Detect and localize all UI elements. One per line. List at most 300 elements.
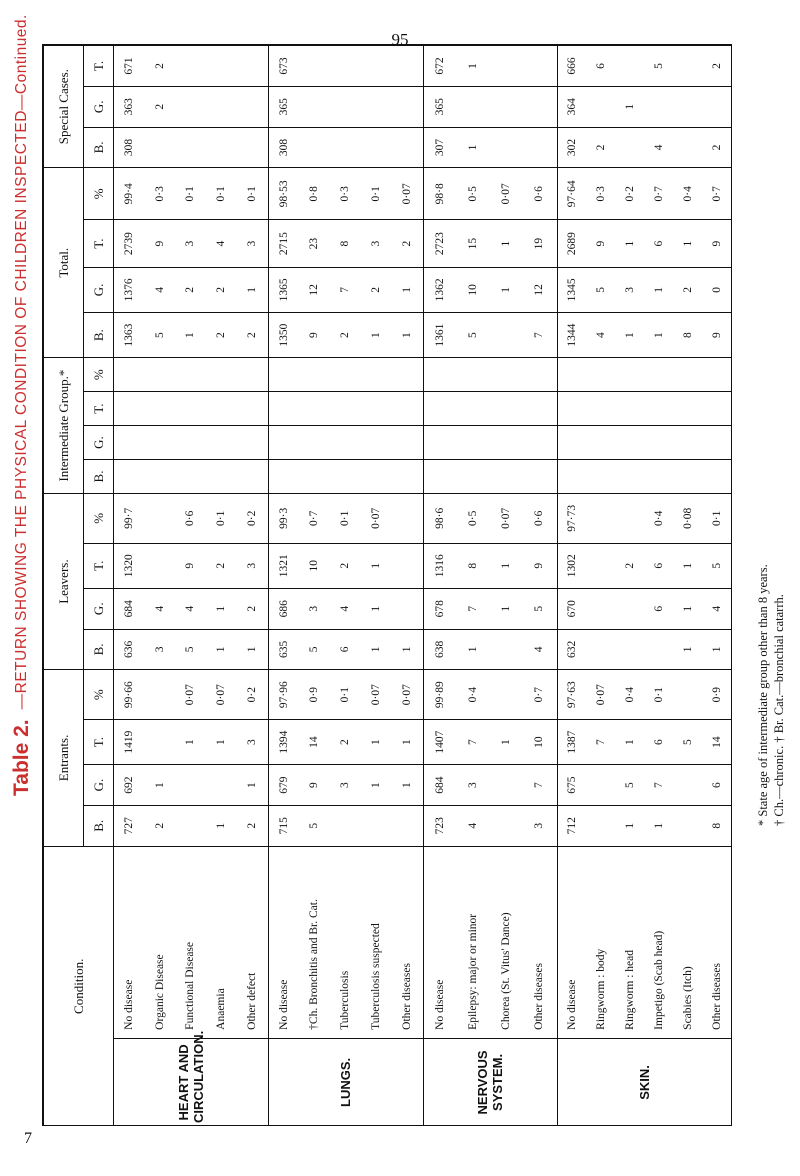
value [531, 90, 548, 124]
value [337, 809, 354, 843]
value [399, 429, 416, 456]
value: 1362 [433, 278, 446, 302]
value [651, 463, 668, 490]
value [368, 429, 385, 456]
value [680, 768, 697, 802]
intermediate-g-cell [268, 426, 423, 460]
section-name: NERVOUS SYSTEM. [423, 1038, 557, 1126]
special-cases-header: Special Cases. [44, 46, 84, 168]
value: 727 [122, 817, 135, 835]
special-t-cell [268, 46, 423, 87]
value [337, 90, 354, 124]
total-t-cell [423, 220, 557, 267]
leavers-g-cell [268, 588, 423, 629]
value: 2 [245, 822, 258, 829]
special-g-cell [114, 86, 269, 127]
value: 678 [433, 600, 446, 618]
value [498, 809, 515, 843]
value: 1 [466, 646, 479, 653]
value [651, 395, 668, 422]
value-lines [558, 361, 732, 388]
condition-label: Organic Disease [153, 954, 166, 1030]
value-lines [114, 592, 268, 626]
value [593, 361, 610, 388]
value [680, 131, 697, 165]
value-lines [114, 497, 268, 540]
value: 2 [339, 332, 352, 339]
value [593, 809, 610, 843]
leavers-p-cell [557, 493, 732, 543]
value [498, 49, 515, 83]
value: 7 [652, 782, 665, 788]
value: 632 [565, 640, 578, 659]
value: 0·5 [466, 186, 479, 202]
table-label: Table 2. [10, 719, 33, 796]
value [213, 429, 230, 456]
value [593, 547, 610, 585]
condition-label: Impetigo (Scab head) [652, 930, 665, 1030]
value: 6 [652, 605, 665, 612]
value [121, 429, 138, 456]
leavers-t-cell [423, 543, 557, 588]
value-lines [558, 497, 732, 540]
value: 365 [277, 98, 290, 116]
value [244, 395, 261, 422]
value: 1 [369, 332, 382, 339]
value-lines [269, 497, 423, 540]
value: 8 [710, 822, 723, 829]
value: 1 [466, 144, 479, 151]
value [152, 723, 169, 761]
value [593, 395, 610, 422]
value [432, 429, 449, 456]
value: 1345 [565, 278, 578, 302]
value: 638 [433, 640, 446, 659]
value: 99·7 [122, 507, 135, 529]
value: 1 [681, 605, 694, 612]
value [622, 395, 639, 422]
special-subheader-1: G. [84, 86, 114, 127]
value-lines [424, 131, 557, 165]
value: 723 [433, 817, 446, 835]
entrants-b-cell [423, 805, 557, 846]
value [399, 592, 416, 626]
entrants-p-cell [423, 670, 557, 720]
value: 1 [623, 103, 636, 110]
value: 3 [245, 240, 258, 247]
table-frame [42, 44, 732, 1126]
value: 1321 [277, 554, 290, 578]
entrants-p-cell [268, 670, 423, 720]
section-row [423, 46, 557, 1127]
value [709, 395, 726, 422]
value-lines [114, 429, 268, 456]
value: 1 [652, 287, 665, 293]
value: 0·1 [245, 186, 258, 202]
value: 2 [369, 287, 382, 293]
value [680, 809, 697, 843]
value: 8 [466, 562, 479, 569]
value-lines [269, 223, 423, 263]
value: 4 [652, 144, 665, 151]
value-lines [269, 429, 423, 456]
value-lines [114, 171, 268, 216]
value [306, 131, 323, 165]
value: 2 [184, 287, 197, 293]
total-b-cell [557, 313, 732, 358]
intermediate-t-cell [268, 392, 423, 426]
section-row [114, 46, 269, 1127]
value [465, 361, 482, 388]
value: 19 [533, 237, 546, 250]
value: 0·3 [339, 186, 352, 202]
value-lines [269, 809, 423, 843]
value [276, 361, 293, 388]
value [680, 463, 697, 490]
value: 1 [369, 562, 382, 569]
value: 0·9 [710, 686, 723, 703]
value: 5 [466, 332, 479, 339]
condition-label: Other diseases [710, 963, 723, 1030]
value [152, 131, 169, 165]
value: 1 [184, 332, 197, 339]
value [531, 361, 548, 388]
value: 2 [710, 63, 723, 69]
value: 1 [710, 646, 723, 653]
intermediate-t-cell [114, 392, 269, 426]
value: 6 [594, 63, 607, 69]
value [182, 361, 199, 388]
value-lines [424, 90, 557, 124]
value [651, 90, 668, 124]
value: 97·96 [277, 681, 290, 709]
value [337, 49, 354, 83]
entrants-t-cell [423, 720, 557, 765]
value-lines [114, 49, 268, 83]
value: 3 [245, 739, 258, 745]
value: 1 [215, 739, 228, 745]
value: 4 [153, 287, 166, 293]
value-lines [558, 316, 732, 354]
value [121, 395, 138, 422]
value [498, 633, 515, 667]
value [432, 361, 449, 388]
value: 1 [623, 240, 636, 247]
value: 692 [122, 776, 135, 794]
condition-label: Other diseases [533, 963, 546, 1030]
value [622, 463, 639, 490]
value-lines [114, 395, 268, 422]
value-lines [558, 809, 732, 843]
value: 1 [400, 287, 413, 293]
value: 12 [533, 284, 546, 296]
intermediate-g-cell [423, 426, 557, 460]
value [465, 429, 482, 456]
value: 9 [308, 782, 321, 788]
leavers-b-cell [268, 629, 423, 670]
value-lines [269, 171, 423, 216]
value: 2 [681, 287, 694, 293]
total-subheader-3: % [84, 168, 114, 220]
value [498, 673, 515, 716]
total-subheader-1: G. [84, 267, 114, 312]
condition-header: Condition. [44, 846, 114, 1126]
special-g-cell [557, 86, 732, 127]
value: 1316 [433, 554, 446, 578]
value-lines [424, 316, 557, 354]
value [680, 49, 697, 83]
value-lines [558, 723, 732, 761]
value-lines [114, 131, 268, 165]
value [622, 497, 639, 540]
value [709, 463, 726, 490]
value: 307 [433, 138, 446, 157]
group-header-row [44, 46, 84, 1127]
value: 1 [500, 605, 513, 612]
value-lines [114, 90, 268, 124]
condition-label: Tuberculosis [339, 970, 352, 1030]
entrants-g-cell [423, 765, 557, 806]
value [152, 429, 169, 456]
intermediate-p-cell [114, 358, 269, 392]
leavers-p-cell [114, 493, 269, 543]
table-rotator [43, 45, 732, 1126]
value: 2 [400, 240, 413, 247]
intermediate-t-cell [423, 392, 557, 426]
value: 1344 [565, 323, 578, 347]
value [399, 497, 416, 540]
value: 9 [308, 332, 321, 339]
value: 99·89 [433, 681, 446, 709]
value-lines [424, 49, 557, 83]
value [213, 131, 230, 165]
entrants-p-cell [557, 670, 732, 720]
value: 686 [277, 600, 290, 618]
value: 1 [215, 822, 228, 829]
value-lines [558, 171, 732, 216]
value [306, 49, 323, 83]
entrants-b-cell [268, 805, 423, 846]
value [368, 463, 385, 490]
value [337, 429, 354, 456]
value: 1394 [277, 730, 290, 754]
value: 308 [277, 138, 290, 157]
value: 12 [308, 284, 321, 296]
value-lines [424, 497, 557, 540]
value: 5 [308, 646, 321, 653]
value: 0·1 [710, 510, 723, 526]
leavers-b-cell [114, 629, 269, 670]
value: 1320 [122, 554, 135, 578]
value: 1361 [433, 323, 446, 347]
value: 7 [466, 605, 479, 612]
value: 0·3 [594, 186, 607, 202]
value: 4 [594, 332, 607, 339]
value: 0·2 [623, 186, 636, 202]
value [680, 90, 697, 124]
value-lines [114, 463, 268, 490]
value: 9 [533, 562, 546, 569]
value-lines [558, 131, 732, 165]
value: 7 [466, 739, 479, 745]
value: 0·3 [153, 186, 166, 202]
leavers-subheader-0: B. [84, 629, 114, 670]
value: 97·63 [565, 681, 578, 709]
value: 1 [681, 240, 694, 247]
value: 1 [245, 646, 258, 653]
value: 4 [466, 822, 479, 829]
entrants-p-cell [114, 670, 269, 720]
special-g-cell [268, 86, 423, 127]
value [276, 395, 293, 422]
total-t-cell [268, 220, 423, 267]
value [593, 90, 610, 124]
value: 670 [565, 600, 578, 618]
value: 98·8 [433, 183, 446, 205]
value [152, 395, 169, 422]
value-lines [424, 271, 557, 309]
intermediate-subheader-3: % [84, 358, 114, 392]
value: 0·07 [500, 507, 513, 529]
leavers-p-cell [423, 493, 557, 543]
value [213, 49, 230, 83]
value: 99·4 [122, 183, 135, 205]
value: 15 [466, 237, 479, 250]
value: 0 [710, 287, 723, 293]
value: 7 [594, 739, 607, 745]
value [651, 633, 668, 667]
value: 673 [277, 57, 290, 75]
value: 3 [308, 605, 321, 612]
value: 0·07 [369, 507, 382, 529]
value [709, 429, 726, 456]
value [680, 395, 697, 422]
value: 1 [245, 287, 258, 293]
value [399, 49, 416, 83]
value [276, 463, 293, 490]
value: 0·6 [533, 510, 546, 526]
intermediate-subheader-2: T. [84, 392, 114, 426]
leavers-t-cell [114, 543, 269, 588]
value: 2715 [277, 232, 290, 256]
condition-lines [424, 850, 557, 1030]
value: 0·08 [681, 507, 694, 529]
value: 9 [153, 240, 166, 247]
value-lines [114, 809, 268, 843]
entrants-g-cell [268, 765, 423, 806]
value: 308 [122, 138, 135, 157]
value: 0·1 [339, 510, 352, 526]
value-lines [269, 547, 423, 585]
value: 8 [339, 240, 352, 247]
value: 0·1 [339, 686, 352, 703]
value: 2 [710, 144, 723, 151]
leavers-g-cell [114, 588, 269, 629]
value [680, 429, 697, 456]
value: 1 [400, 782, 413, 788]
value-lines [269, 592, 423, 626]
value [213, 90, 230, 124]
value [465, 463, 482, 490]
value: 14 [710, 736, 723, 748]
value: 1 [369, 782, 382, 788]
value [182, 809, 199, 843]
value: 1 [369, 646, 382, 653]
condition-label: Functional Disease [184, 942, 197, 1030]
value: 3 [623, 287, 636, 293]
value: 3 [153, 646, 166, 653]
table-title: —RETURN SHOWING THE PHYSICAL CONDITION OF CHILDREN INSPECTED—Continued. [13, 14, 30, 710]
value: 2689 [565, 232, 578, 256]
value: 0·7 [533, 686, 546, 703]
special-b-cell [268, 127, 423, 168]
value [651, 361, 668, 388]
condition-label: Other defect [245, 972, 258, 1030]
special-subheader-2: T. [84, 46, 114, 87]
value [276, 429, 293, 456]
value [564, 361, 581, 388]
value-lines [558, 223, 732, 263]
value-lines [269, 768, 423, 802]
leavers-b-cell [423, 629, 557, 670]
value [399, 463, 416, 490]
value: 1 [153, 782, 166, 788]
leavers-p-cell [268, 493, 423, 543]
special-t-cell [423, 46, 557, 87]
value [244, 429, 261, 456]
page-number: 95 [391, 30, 409, 49]
value [152, 463, 169, 490]
value [465, 395, 482, 422]
condition-label: No disease [433, 979, 446, 1030]
value: 0·5 [466, 510, 479, 526]
value-lines [558, 673, 732, 716]
condition-label: †Ch. Bronchitis and Br. Cat. [308, 899, 321, 1030]
value: 1 [681, 562, 694, 569]
value-lines [114, 223, 268, 263]
leavers-g-cell [557, 588, 732, 629]
value: 6 [652, 739, 665, 745]
value: 1302 [565, 554, 578, 578]
value: 6 [339, 646, 352, 653]
entrants-header: Entrants. [44, 670, 84, 846]
condition-lines [114, 850, 268, 1030]
condition-list [557, 846, 732, 1038]
value: 7 [339, 287, 352, 293]
value: 0·7 [710, 186, 723, 202]
value: 23 [308, 237, 321, 250]
value [498, 316, 515, 354]
value: 0·6 [533, 186, 546, 202]
value [593, 429, 610, 456]
value: 1419 [122, 730, 135, 754]
value: 0·2 [245, 510, 258, 526]
value [244, 49, 261, 83]
total-p-cell [423, 168, 557, 220]
value: 98·53 [277, 180, 290, 208]
value-lines [558, 429, 732, 456]
value [182, 49, 199, 83]
entrants-b-cell [114, 805, 269, 846]
value: 365 [433, 98, 446, 116]
value-lines [424, 463, 557, 490]
total-p-cell [268, 168, 423, 220]
value: 9 [594, 240, 607, 247]
leavers-t-cell [557, 543, 732, 588]
value: 0·7 [652, 186, 665, 202]
total-b-cell [114, 313, 269, 358]
footnotes [755, 0, 800, 1176]
